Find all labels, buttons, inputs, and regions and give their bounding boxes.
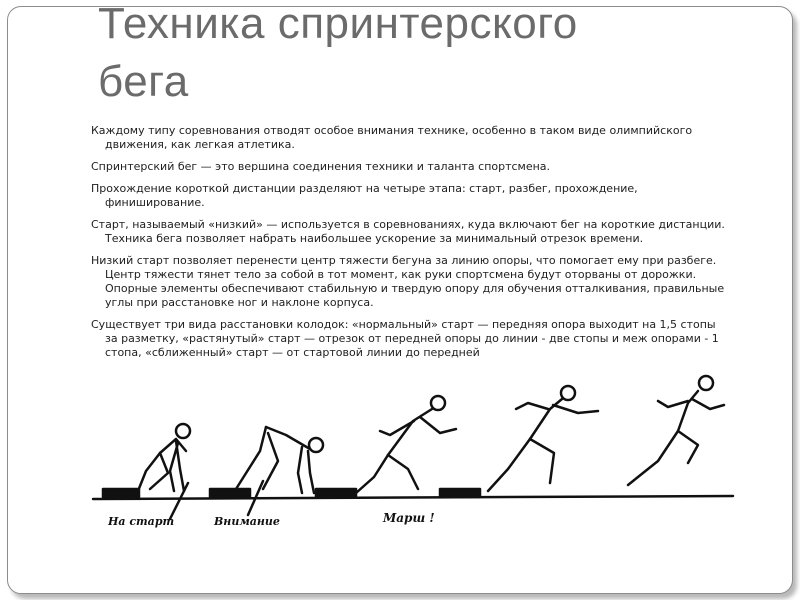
paragraph-stages: Прохождение короткой дистанции разделяют на четыре этапа: старт, разбег, прохождение, финиширование. [91, 182, 638, 209]
paragraph-intro: Каждому типу соревнования отводят особое внимания технике, особенно в таком виде олимпийского движения, как легкая атлетика. [91, 124, 693, 151]
paragraph-low-start: Старт, называемый «низкий» — используется в соревнованиях, куда включают бег на короткие дистанции. Техника бега позволяет набрать наибольшее ускорение за минимальный отрезок времени. [91, 218, 725, 245]
paragraph-sprint: Спринтерский бег — это вершина соединения техники и таланта спортсмена. [91, 160, 551, 173]
slide-title-line-1: Техника спринтерского [98, 6, 578, 48]
slide [7, 6, 793, 594]
runner-set-figure [236, 427, 323, 493]
slide-body-text [91, 124, 726, 373]
caption-go: Марш ! [383, 511, 435, 525]
starting-block-1 [103, 489, 139, 497]
runner-drive-1-figure [356, 396, 456, 493]
track-ground-line [93, 496, 733, 499]
starting-block-4 [440, 489, 480, 497]
runner-on-your-marks-figure [138, 424, 190, 491]
starting-block-3 [316, 489, 356, 497]
slide-title [98, 6, 778, 111]
starting-block-2 [210, 489, 250, 497]
caption-on-your-marks: На старт [108, 515, 175, 528]
runner-acceleration-figure [628, 376, 724, 485]
paragraph-center-of-gravity: Низкий старт позволяет перенести центр тяжести бегуна за линию опоры, что помогает ему при разбеге. Центр тяжести тянет тело за собой в тот момент, как руки спортсмена будут оторваны от дорожки. Опорные элементы обеспечивают стабильную и твердую опору для обучения отталкивания, правильные углы при расстановке ног и наклоне корпуса. [91, 254, 725, 309]
sprint-start-illustration [88, 373, 738, 533]
runner-drive-2-figure [488, 386, 598, 491]
caption-set: Внимание [214, 515, 280, 528]
paragraph-block-placement: Существует три вида расстановки колодок: «нормальный» старт — передняя опора выходит на 1,5 стопы за разметку, «растянутый» старт — отрезок от передней опоры до линии - две стопы и меж опорами - 1 стопа, «сближенный» старт — от стартовой линии до передней [91, 318, 719, 359]
slide-title-line-2: бега [98, 57, 189, 106]
